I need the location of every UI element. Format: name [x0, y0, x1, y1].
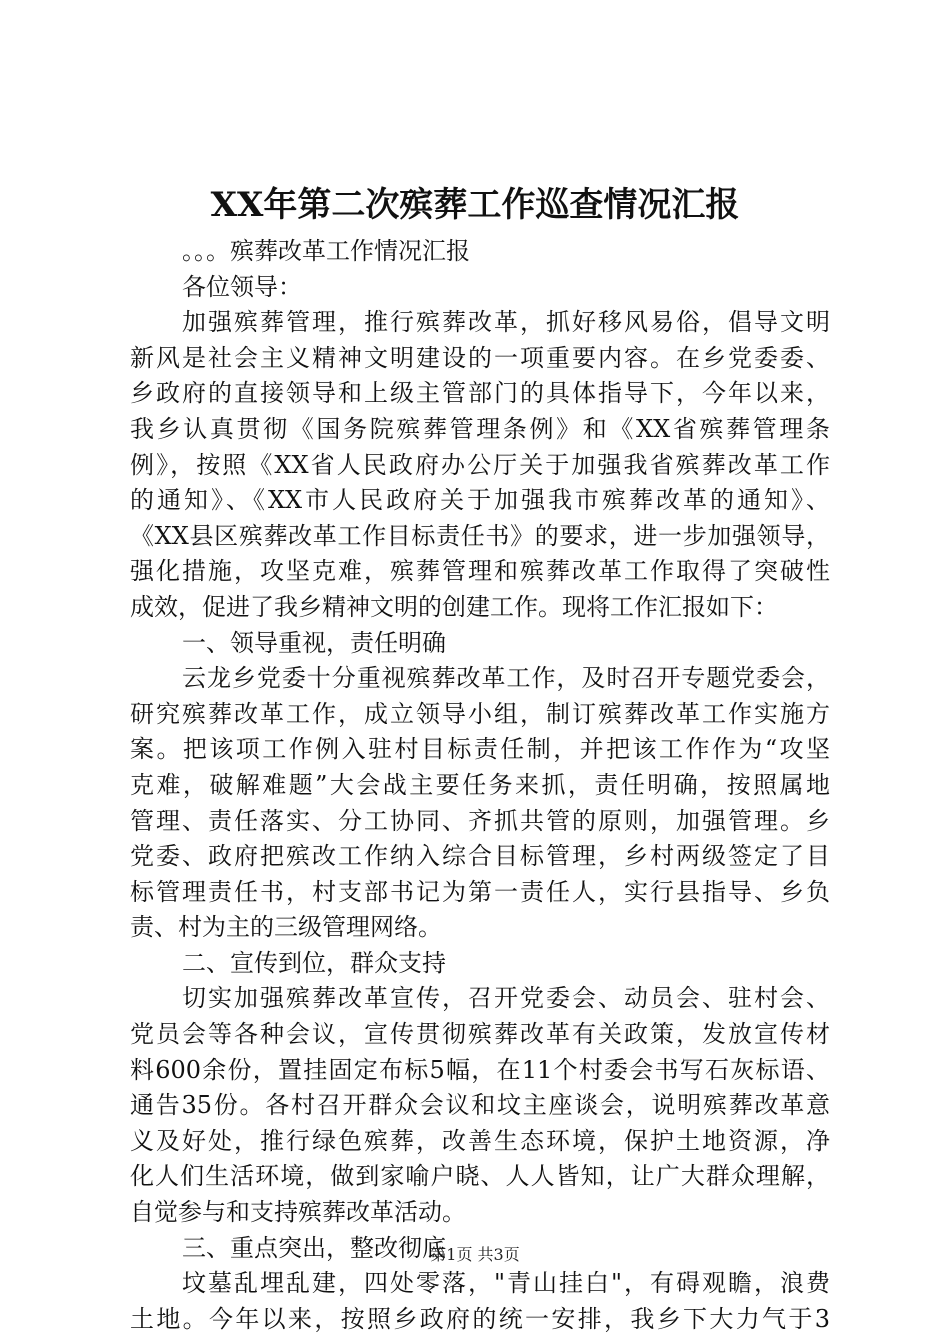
text-line: 管理、责任落实、分工协同、齐抓共管的原则，加强管理。乡 — [130, 806, 830, 835]
text-line: 《XX县区殡葬改革工作目标责任书》的要求，进一步加强领导， — [130, 521, 830, 550]
text-line: 研究殡葬改革工作，成立领导小组，制订殡葬改革工作实施方 — [130, 699, 830, 728]
page-footer: 第1页 共3页 — [430, 1245, 520, 1264]
text-line: 二、宣传到位，群众支持 — [182, 948, 446, 977]
text-line: 标管理责任书，村支部书记为第一责任人，实行县指导、乡负 — [130, 877, 830, 906]
text-line: 各位领导： — [182, 272, 302, 301]
text-line: 党员会等各种会议，宣传贯彻殡葬改革有关政策，发放宣传材 — [130, 1020, 830, 1049]
text-line: 切实加强殡葬改革宣传，召开党委会、动员会、驻村会、 — [182, 984, 830, 1013]
text-line: 责、村为主的三级管理网络。 — [130, 913, 442, 942]
text-line: 成效，促进了我乡精神文明的创建工作。现将工作汇报如下： — [130, 592, 778, 621]
text-line: 料600余份，置挂固定布标5幅，在11个村委会书写石灰标语、 — [130, 1055, 830, 1084]
text-line: 克难，破解难题”大会战主要任务来抓，责任明确，按照属地 — [130, 770, 830, 799]
text-line: 强化措施，攻坚克难，殡葬管理和殡葬改革工作取得了突破性 — [130, 557, 830, 586]
text-line: 土地。今年以来，按照乡政府的统一安排，我乡下大力气于3 — [130, 1304, 830, 1333]
text-line: 乡政府的直接领导和上级主管部门的具体指导下，今年以来， — [130, 379, 830, 408]
text-line: 党委、政府把殡改工作纳入综合目标管理，乡村两级签定了目 — [130, 842, 830, 871]
document-body — [130, 234, 830, 1337]
text-line: 义及好处，推行绿色殡葬，改善生态环境，保护土地资源，净 — [130, 1126, 830, 1155]
text-line: 例》，按照《XX省人民政府办公厅关于加强我省殡葬改革工作 — [130, 450, 830, 479]
text-line: 我乡认真贯彻《国务院殡葬管理条例》和《XX省殡葬管理条 — [130, 414, 830, 443]
text-line: 。。。殡葬改革工作情况汇报 — [182, 237, 470, 265]
text-line: 化人们生活环境，做到家喻户晓、人人皆知，让广大群众理解， — [130, 1162, 830, 1191]
text-line: 一、领导重视，责任明确 — [182, 628, 446, 657]
text-line: 云龙乡党委十分重视殡葬改革工作，及时召开专题党委会， — [182, 664, 830, 693]
text-line: 新风是社会主义精神文明建设的一项重要内容。在乡党委委、 — [130, 343, 830, 372]
text-line: 案。把该项工作例入驻村目标责任制，并把该工作作为“攻坚 — [130, 735, 830, 764]
text-line: 坟墓乱埋乱建，四处零落，"青山挂白"，有碍观瞻，浪费 — [182, 1269, 830, 1298]
text-line: 自觉参与和支持殡葬改革活动。 — [130, 1198, 466, 1227]
text-line: 通告35份。各村召开群众会议和坟主座谈会，说明殡葬改革意 — [130, 1091, 830, 1120]
document-title: XX年第二次殡葬工作巡查情况汇报 — [210, 185, 740, 225]
text-line: 的通知》、《XX市人民政府关于加强我市殡葬改革的通知》、 — [130, 486, 830, 515]
text-line: 加强殡葬管理，推行殡葬改革，抓好移风易俗，倡导文明 — [182, 308, 830, 337]
text-line: 三、重点突出，整改彻底 — [182, 1233, 446, 1262]
